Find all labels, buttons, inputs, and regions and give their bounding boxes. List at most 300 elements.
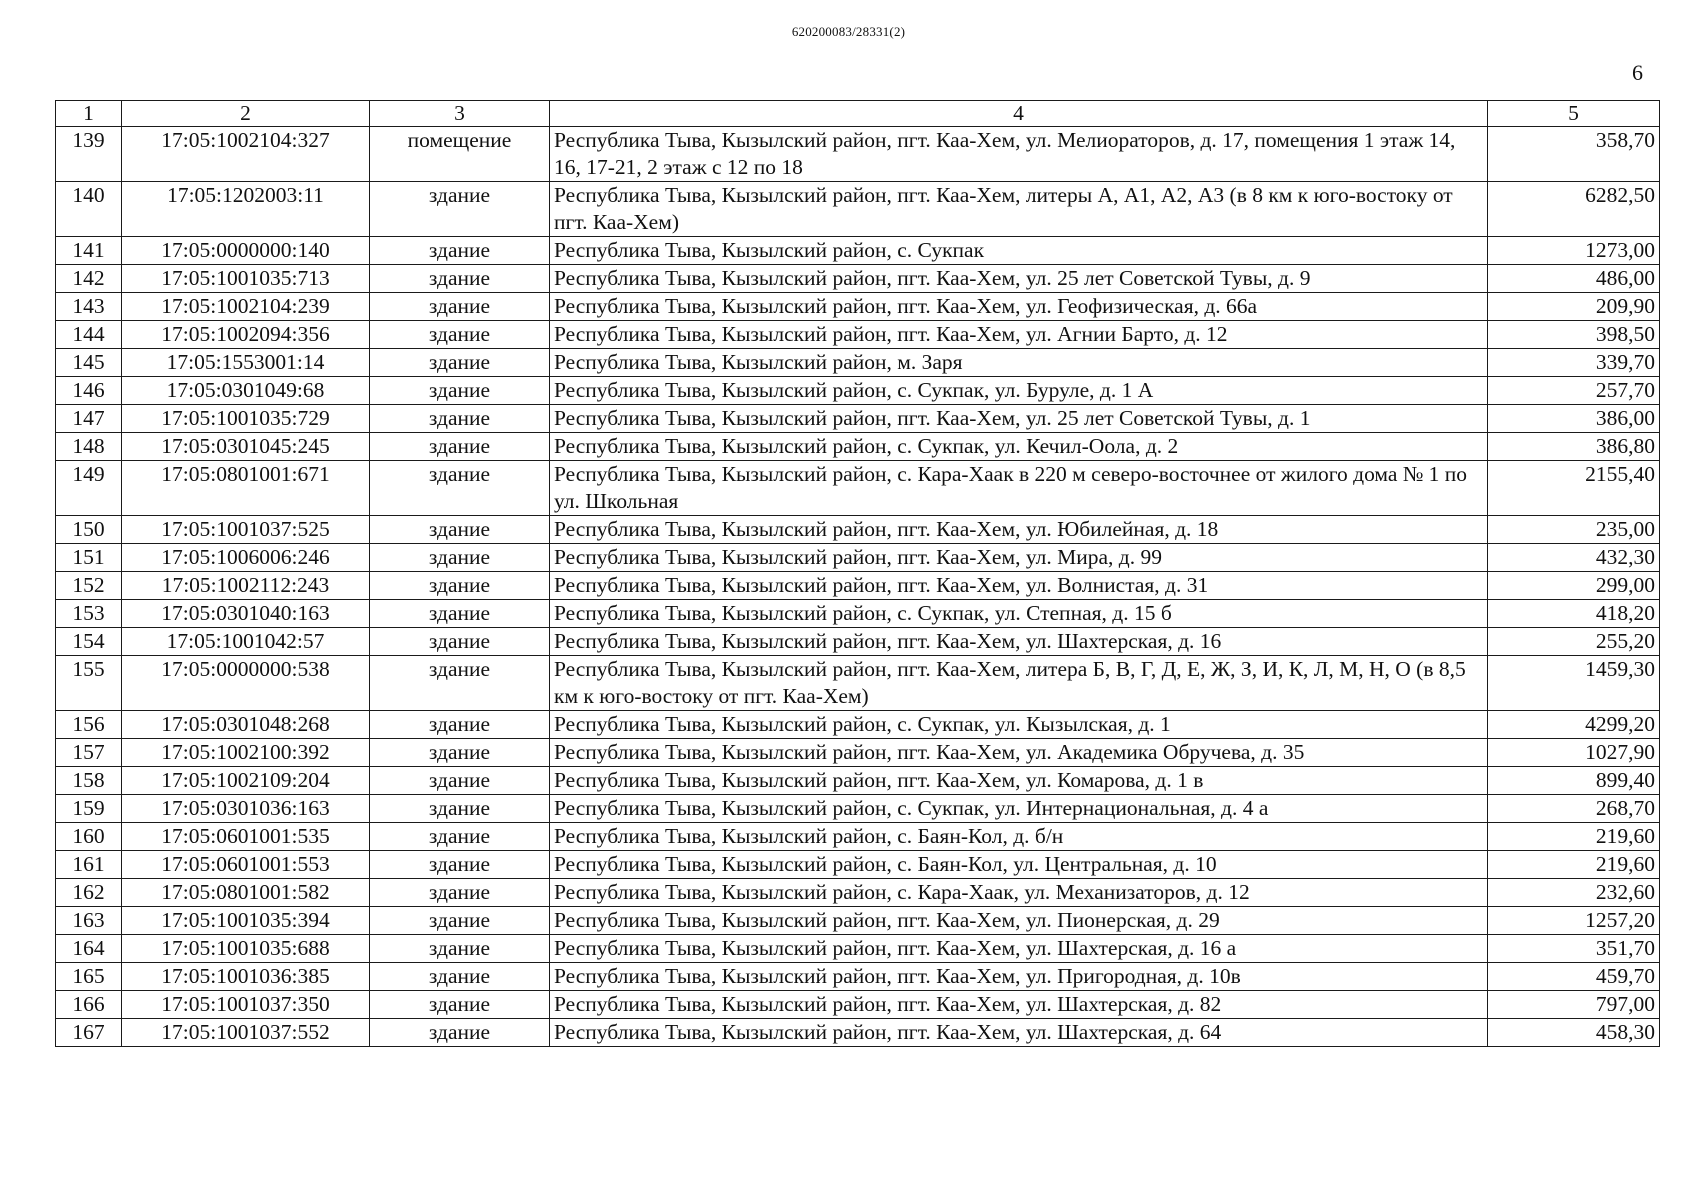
object-type: здание: [428, 1020, 491, 1044]
object-area: 358,70: [1595, 128, 1655, 152]
object-address: Республика Тыва, Кызылский район, с. Кара-Хаак в 220 м северо-восточнее от жилого дома № 1 по ул. Школьная: [554, 462, 1468, 513]
table-row: [56, 405, 1660, 433]
row-number-cell: [56, 321, 122, 349]
cadastral-number-cell: [122, 377, 370, 405]
object-address-cell: [550, 377, 1488, 405]
object-type-cell: [370, 321, 550, 349]
object-area: 268,70: [1595, 796, 1655, 820]
object-area: 255,20: [1595, 629, 1655, 653]
row-number: 154: [72, 629, 105, 653]
row-number: 143: [72, 294, 105, 318]
object-type-cell: [370, 879, 550, 907]
object-type: здание: [428, 462, 491, 486]
object-type-cell: [370, 935, 550, 963]
object-area: 235,00: [1595, 517, 1655, 541]
object-area: 398,50: [1595, 322, 1655, 346]
object-address-cell: [550, 433, 1488, 461]
table-row: [56, 265, 1660, 293]
object-address: Республика Тыва, Кызылский район, с. Сукпак, ул. Кечил-Оола, д. 2: [554, 434, 1179, 458]
row-number: 158: [72, 768, 105, 792]
object-area-cell: [1488, 349, 1660, 377]
cadastral-number-cell: [122, 461, 370, 516]
row-number-cell: [56, 963, 122, 991]
row-number-cell: [56, 237, 122, 265]
object-address-cell: [550, 739, 1488, 767]
object-area: 459,70: [1595, 964, 1655, 988]
object-type-cell: [370, 237, 550, 265]
object-area-cell: [1488, 293, 1660, 321]
row-number: 142: [72, 266, 105, 290]
object-area: 1459,30: [1585, 657, 1655, 681]
row-number: 159: [72, 796, 105, 820]
object-address-cell: [550, 795, 1488, 823]
object-area: 232,60: [1595, 880, 1655, 904]
object-address: Республика Тыва, Кызылский район, пгт. Каа-Хем, ул. Мелиораторов, д. 17, помещения 1 этаж 14, 16, 17-21, 2 этаж с 12 по 18: [554, 128, 1456, 179]
table-row: [56, 963, 1660, 991]
object-type: здание: [428, 852, 491, 876]
row-number-cell: [56, 349, 122, 377]
object-type-cell: [370, 516, 550, 544]
row-number: 150: [72, 517, 105, 541]
row-number: 139: [72, 128, 105, 152]
object-type: здание: [428, 294, 491, 318]
object-address-cell: [550, 711, 1488, 739]
cadastral-number: 17:05:0301048:268: [161, 712, 330, 736]
object-area: 299,00: [1595, 573, 1655, 597]
table-row: [56, 907, 1660, 935]
object-address-cell: [550, 237, 1488, 265]
object-area-cell: [1488, 711, 1660, 739]
object-area-cell: [1488, 600, 1660, 628]
object-address-cell: [550, 182, 1488, 237]
cadastral-number-cell: [122, 963, 370, 991]
object-type: здание: [428, 880, 491, 904]
cadastral-number-cell: [122, 544, 370, 572]
table-row: [56, 795, 1660, 823]
property-table: [55, 100, 1660, 1047]
object-address: Республика Тыва, Кызылский район, пгт. Каа-Хем, ул. 25 лет Советской Тувы, д. 9: [554, 266, 1311, 290]
cadastral-number-cell: [122, 767, 370, 795]
table-row: [56, 237, 1660, 265]
object-type-cell: [370, 991, 550, 1019]
object-address: Республика Тыва, Кызылский район, пгт. Каа-Хем, ул. Комарова, д. 1 в: [554, 768, 1204, 792]
object-area: 339,70: [1595, 350, 1655, 374]
cadastral-number-cell: [122, 1019, 370, 1047]
object-type-cell: [370, 767, 550, 795]
object-type: здание: [428, 908, 491, 932]
object-area-cell: [1488, 516, 1660, 544]
object-area-cell: [1488, 963, 1660, 991]
cadastral-number: 17:05:1001035:713: [161, 266, 330, 290]
object-address-cell: [550, 321, 1488, 349]
cadastral-number: 17:05:1001037:552: [161, 1020, 330, 1044]
row-number: 160: [72, 824, 105, 848]
cadastral-number: 17:05:1002112:243: [161, 573, 330, 597]
column-header: 1: [56, 101, 122, 127]
cadastral-number: 17:05:0000000:140: [161, 238, 330, 262]
object-area: 899,40: [1595, 768, 1655, 792]
cadastral-number: 17:05:1001035:688: [161, 936, 330, 960]
column-header: 4: [550, 101, 1488, 127]
object-area-cell: [1488, 1019, 1660, 1047]
object-address-cell: [550, 349, 1488, 377]
cadastral-number: 17:05:1002094:356: [161, 322, 330, 346]
object-area: 458,30: [1595, 1020, 1655, 1044]
object-type-cell: [370, 711, 550, 739]
object-address-cell: [550, 656, 1488, 711]
table-row: [56, 377, 1660, 405]
object-address-cell: [550, 572, 1488, 600]
object-type: здание: [428, 768, 491, 792]
object-type-cell: [370, 572, 550, 600]
row-number-cell: [56, 600, 122, 628]
row-number-cell: [56, 851, 122, 879]
object-area-cell: [1488, 991, 1660, 1019]
object-type-cell: [370, 739, 550, 767]
cadastral-number: 17:05:0601001:553: [161, 852, 330, 876]
object-address-cell: [550, 907, 1488, 935]
row-number-cell: [56, 991, 122, 1019]
object-area-cell: [1488, 935, 1660, 963]
object-address-cell: [550, 293, 1488, 321]
object-area-cell: [1488, 544, 1660, 572]
object-area-cell: [1488, 433, 1660, 461]
page-number: 6: [1632, 60, 1643, 85]
object-area: 6282,50: [1585, 183, 1655, 207]
row-number-cell: [56, 516, 122, 544]
object-address: Республика Тыва, Кызылский район, с. Сукпак: [554, 238, 985, 262]
table-body: [56, 127, 1660, 1047]
table-row: [56, 935, 1660, 963]
object-address-cell: [550, 851, 1488, 879]
object-type: здание: [428, 964, 491, 988]
row-number-cell: [56, 795, 122, 823]
object-area-cell: [1488, 851, 1660, 879]
cadastral-number-cell: [122, 879, 370, 907]
row-number-cell: [56, 377, 122, 405]
cadastral-number-cell: [122, 182, 370, 237]
object-address: Республика Тыва, Кызылский район, пгт. Каа-Хем, ул. Шахтерская, д. 16 а: [554, 936, 1237, 960]
row-number: 153: [72, 601, 105, 625]
row-number: 156: [72, 712, 105, 736]
row-number-cell: [56, 265, 122, 293]
object-address: Республика Тыва, Кызылский район, с. Сукпак, ул. Степная, д. 15 б: [554, 601, 1172, 625]
object-type-cell: [370, 628, 550, 656]
object-type: здание: [428, 350, 491, 374]
object-area-cell: [1488, 795, 1660, 823]
object-address-cell: [550, 935, 1488, 963]
document-code: 620200083/28331(2): [791, 24, 906, 39]
object-area-cell: [1488, 182, 1660, 237]
row-number-cell: [56, 935, 122, 963]
object-type: здание: [428, 545, 491, 569]
table-row: [56, 127, 1660, 182]
cadastral-number: 17:05:0000000:538: [161, 657, 330, 681]
cadastral-number: 17:05:1001035:729: [161, 406, 330, 430]
object-area: 4299,20: [1585, 712, 1655, 736]
object-type: здание: [428, 434, 491, 458]
object-area: 257,70: [1595, 378, 1655, 402]
object-type-cell: [370, 127, 550, 182]
object-area-cell: [1488, 405, 1660, 433]
object-area-cell: [1488, 656, 1660, 711]
table-row: [56, 516, 1660, 544]
object-address: Республика Тыва, Кызылский район, пгт. Каа-Хем, литера Б, В, Г, Д, Е, Ж, З, И, К, Л, М, Н, О (в 8,5 км к юго-востоку от пгт. Каа-Хем): [554, 657, 1466, 708]
cadastral-number: 17:05:0801001:671: [161, 462, 330, 486]
row-number: 149: [72, 462, 105, 486]
row-number-cell: [56, 1019, 122, 1047]
row-number-cell: [56, 907, 122, 935]
row-number-cell: [56, 656, 122, 711]
object-address: Республика Тыва, Кызылский район, пгт. Каа-Хем, ул. Геофизическая, д. 66а: [554, 294, 1258, 318]
table-row: [56, 321, 1660, 349]
object-type: здание: [428, 657, 491, 681]
object-address-cell: [550, 544, 1488, 572]
object-type: здание: [428, 712, 491, 736]
object-area-cell: [1488, 377, 1660, 405]
object-area: 386,00: [1595, 406, 1655, 430]
table-row: [56, 851, 1660, 879]
object-area: 351,70: [1595, 936, 1655, 960]
cadastral-number-cell: [122, 739, 370, 767]
object-type-cell: [370, 851, 550, 879]
object-type: здание: [428, 406, 491, 430]
row-number: 146: [72, 378, 105, 402]
row-number-cell: [56, 461, 122, 516]
row-number: 155: [72, 657, 105, 681]
row-number: 141: [72, 238, 105, 262]
object-type-cell: [370, 823, 550, 851]
object-type-cell: [370, 265, 550, 293]
cadastral-number-cell: [122, 237, 370, 265]
cadastral-number-cell: [122, 572, 370, 600]
object-type-cell: [370, 293, 550, 321]
row-number: 145: [72, 350, 105, 374]
object-area: 219,60: [1595, 852, 1655, 876]
row-number-cell: [56, 628, 122, 656]
row-number-cell: [56, 711, 122, 739]
cadastral-number-cell: [122, 907, 370, 935]
row-number-cell: [56, 739, 122, 767]
table-row: [56, 823, 1660, 851]
object-area-cell: [1488, 321, 1660, 349]
object-type-cell: [370, 795, 550, 823]
cadastral-number: 17:05:0301040:163: [161, 601, 330, 625]
object-area-cell: [1488, 767, 1660, 795]
table-row: [56, 1019, 1660, 1047]
cadastral-number-cell: [122, 293, 370, 321]
object-address: Республика Тыва, Кызылский район, м. Заря: [554, 350, 963, 374]
cadastral-number-cell: [122, 127, 370, 182]
row-number-cell: [56, 572, 122, 600]
object-address: Республика Тыва, Кызылский район, пгт. Каа-Хем, ул. Шахтерская, д. 64: [554, 1020, 1222, 1044]
object-type: здание: [428, 573, 491, 597]
object-address: Республика Тыва, Кызылский район, пгт. Каа-Хем, ул. Пригородная, д. 10в: [554, 964, 1241, 988]
table-row: [56, 572, 1660, 600]
object-type: здание: [428, 796, 491, 820]
row-number-cell: [56, 823, 122, 851]
object-area-cell: [1488, 127, 1660, 182]
row-number-cell: [56, 127, 122, 182]
row-number: 165: [72, 964, 105, 988]
cadastral-number: 17:05:0601001:535: [161, 824, 330, 848]
object-area-cell: [1488, 461, 1660, 516]
object-type: здание: [428, 517, 491, 541]
row-number: 164: [72, 936, 105, 960]
cadastral-number-cell: [122, 628, 370, 656]
object-area: 418,20: [1595, 601, 1655, 625]
row-number-cell: [56, 405, 122, 433]
object-address-cell: [550, 823, 1488, 851]
object-type-cell: [370, 907, 550, 935]
object-type: здание: [428, 378, 491, 402]
table-row: [56, 293, 1660, 321]
object-type: здание: [428, 824, 491, 848]
table-row: [56, 739, 1660, 767]
object-type: здание: [428, 266, 491, 290]
row-number: 166: [72, 992, 105, 1016]
object-address: Республика Тыва, Кызылский район, пгт. Каа-Хем, литеры А, А1, А2, А3 (в 8 км к юго-востоку от пгт. Каа-Хем): [554, 183, 1453, 234]
object-address-cell: [550, 516, 1488, 544]
object-type: здание: [428, 238, 491, 262]
cadastral-number: 17:05:0301049:68: [166, 378, 325, 402]
object-type-cell: [370, 600, 550, 628]
object-type-cell: [370, 182, 550, 237]
object-address: Республика Тыва, Кызылский район, с. Сукпак, ул. Кызылская, д. 1: [554, 712, 1171, 736]
object-type: здание: [428, 992, 491, 1016]
object-area-cell: [1488, 572, 1660, 600]
object-area-cell: [1488, 907, 1660, 935]
cadastral-number: 17:05:1001042:57: [166, 629, 325, 653]
table-row: [56, 349, 1660, 377]
cadastral-number: 17:05:1202003:11: [167, 183, 324, 207]
column-header: 5: [1488, 101, 1660, 127]
table-row: [56, 767, 1660, 795]
row-number: 167: [72, 1020, 105, 1044]
object-address-cell: [550, 600, 1488, 628]
object-type: здание: [428, 936, 491, 960]
cadastral-number: 17:05:0301045:245: [161, 434, 330, 458]
object-address: Республика Тыва, Кызылский район, с. Сукпак, ул. Интернациональная, д. 4 а: [554, 796, 1269, 820]
object-area: 386,80: [1595, 434, 1655, 458]
object-address: Республика Тыва, Кызылский район, пгт. Каа-Хем, ул. Пионерская, д. 29: [554, 908, 1220, 932]
row-number-cell: [56, 879, 122, 907]
cadastral-number: 17:05:1002100:392: [161, 740, 330, 764]
object-address: Республика Тыва, Кызылский район, с. Сукпак, ул. Буруле, д. 1 А: [554, 378, 1154, 402]
cadastral-number-cell: [122, 433, 370, 461]
object-type: здание: [428, 183, 491, 207]
object-address-cell: [550, 963, 1488, 991]
object-area: 486,00: [1595, 266, 1655, 290]
cadastral-number-cell: [122, 823, 370, 851]
cadastral-number-cell: [122, 656, 370, 711]
object-type: помещение: [407, 128, 512, 152]
object-type-cell: [370, 1019, 550, 1047]
object-area-cell: [1488, 823, 1660, 851]
object-address-cell: [550, 628, 1488, 656]
column-header: 2: [122, 101, 370, 127]
object-type-cell: [370, 963, 550, 991]
object-type: здание: [428, 322, 491, 346]
object-address-cell: [550, 127, 1488, 182]
object-address: Республика Тыва, Кызылский район, пгт. Каа-Хем, ул. Юбилейная, д. 18: [554, 517, 1219, 541]
object-address: Республика Тыва, Кызылский район, с. Баян-Кол, д. б/н: [554, 824, 1064, 848]
object-type-cell: [370, 544, 550, 572]
object-address: Республика Тыва, Кызылский район, пгт. Каа-Хем, ул. Шахтерская, д. 16: [554, 629, 1222, 653]
object-address-cell: [550, 405, 1488, 433]
row-number: 151: [72, 545, 105, 569]
table-row: [56, 656, 1660, 711]
row-number: 140: [72, 183, 105, 207]
object-area: 1027,90: [1585, 740, 1655, 764]
table-row: [56, 544, 1660, 572]
object-address: Республика Тыва, Кызылский район, пгт. Каа-Хем, ул. Мира, д. 99: [554, 545, 1162, 569]
object-area: 1273,00: [1585, 238, 1655, 262]
row-number: 163: [72, 908, 105, 932]
object-area: 797,00: [1595, 992, 1655, 1016]
object-area: 2155,40: [1585, 462, 1655, 486]
row-number: 148: [72, 434, 105, 458]
cadastral-number: 17:05:1001036:385: [161, 964, 330, 988]
table-row: [56, 711, 1660, 739]
cadastral-number: 17:05:0301036:163: [161, 796, 330, 820]
cadastral-number: 17:05:0801001:582: [161, 880, 330, 904]
cadastral-number: 17:05:1001037:525: [161, 517, 330, 541]
row-number: 157: [72, 740, 105, 764]
row-number: 147: [72, 406, 105, 430]
cadastral-number-cell: [122, 991, 370, 1019]
row-number: 152: [72, 573, 105, 597]
object-address: Республика Тыва, Кызылский район, с. Баян-Кол, ул. Центральная, д. 10: [554, 852, 1217, 876]
object-area: 209,90: [1595, 294, 1655, 318]
cadastral-number-cell: [122, 935, 370, 963]
object-area: 1257,20: [1585, 908, 1655, 932]
object-type-cell: [370, 433, 550, 461]
cadastral-number: 17:05:1553001:14: [166, 350, 325, 374]
object-area-cell: [1488, 237, 1660, 265]
object-address: Республика Тыва, Кызылский район, пгт. Каа-Хем, ул. Волнистая, д. 31: [554, 573, 1209, 597]
object-area-cell: [1488, 879, 1660, 907]
table-row: [56, 600, 1660, 628]
row-number-cell: [56, 293, 122, 321]
table-row: [56, 991, 1660, 1019]
object-address-cell: [550, 265, 1488, 293]
object-area: 432,30: [1595, 545, 1655, 569]
row-number: 144: [72, 322, 105, 346]
table-row: [56, 461, 1660, 516]
cadastral-number-cell: [122, 711, 370, 739]
cadastral-number-cell: [122, 349, 370, 377]
table-row: [56, 628, 1660, 656]
column-header: 3: [370, 101, 550, 127]
row-number-cell: [56, 544, 122, 572]
object-type: здание: [428, 601, 491, 625]
cadastral-number: 17:05:1002104:239: [161, 294, 330, 318]
cadastral-number-cell: [122, 265, 370, 293]
cadastral-number-cell: [122, 405, 370, 433]
object-address-cell: [550, 767, 1488, 795]
object-address: Республика Тыва, Кызылский район, с. Кара-Хаак, ул. Механизаторов, д. 12: [554, 880, 1250, 904]
object-area-cell: [1488, 739, 1660, 767]
table-row: [56, 182, 1660, 237]
object-type-cell: [370, 349, 550, 377]
row-number: 162: [72, 880, 105, 904]
row-number-cell: [56, 767, 122, 795]
cadastral-number: 17:05:1001037:350: [161, 992, 330, 1016]
header-row: [56, 101, 1660, 127]
cadastral-number: 17:05:1006006:246: [161, 545, 330, 569]
object-area: 219,60: [1595, 824, 1655, 848]
